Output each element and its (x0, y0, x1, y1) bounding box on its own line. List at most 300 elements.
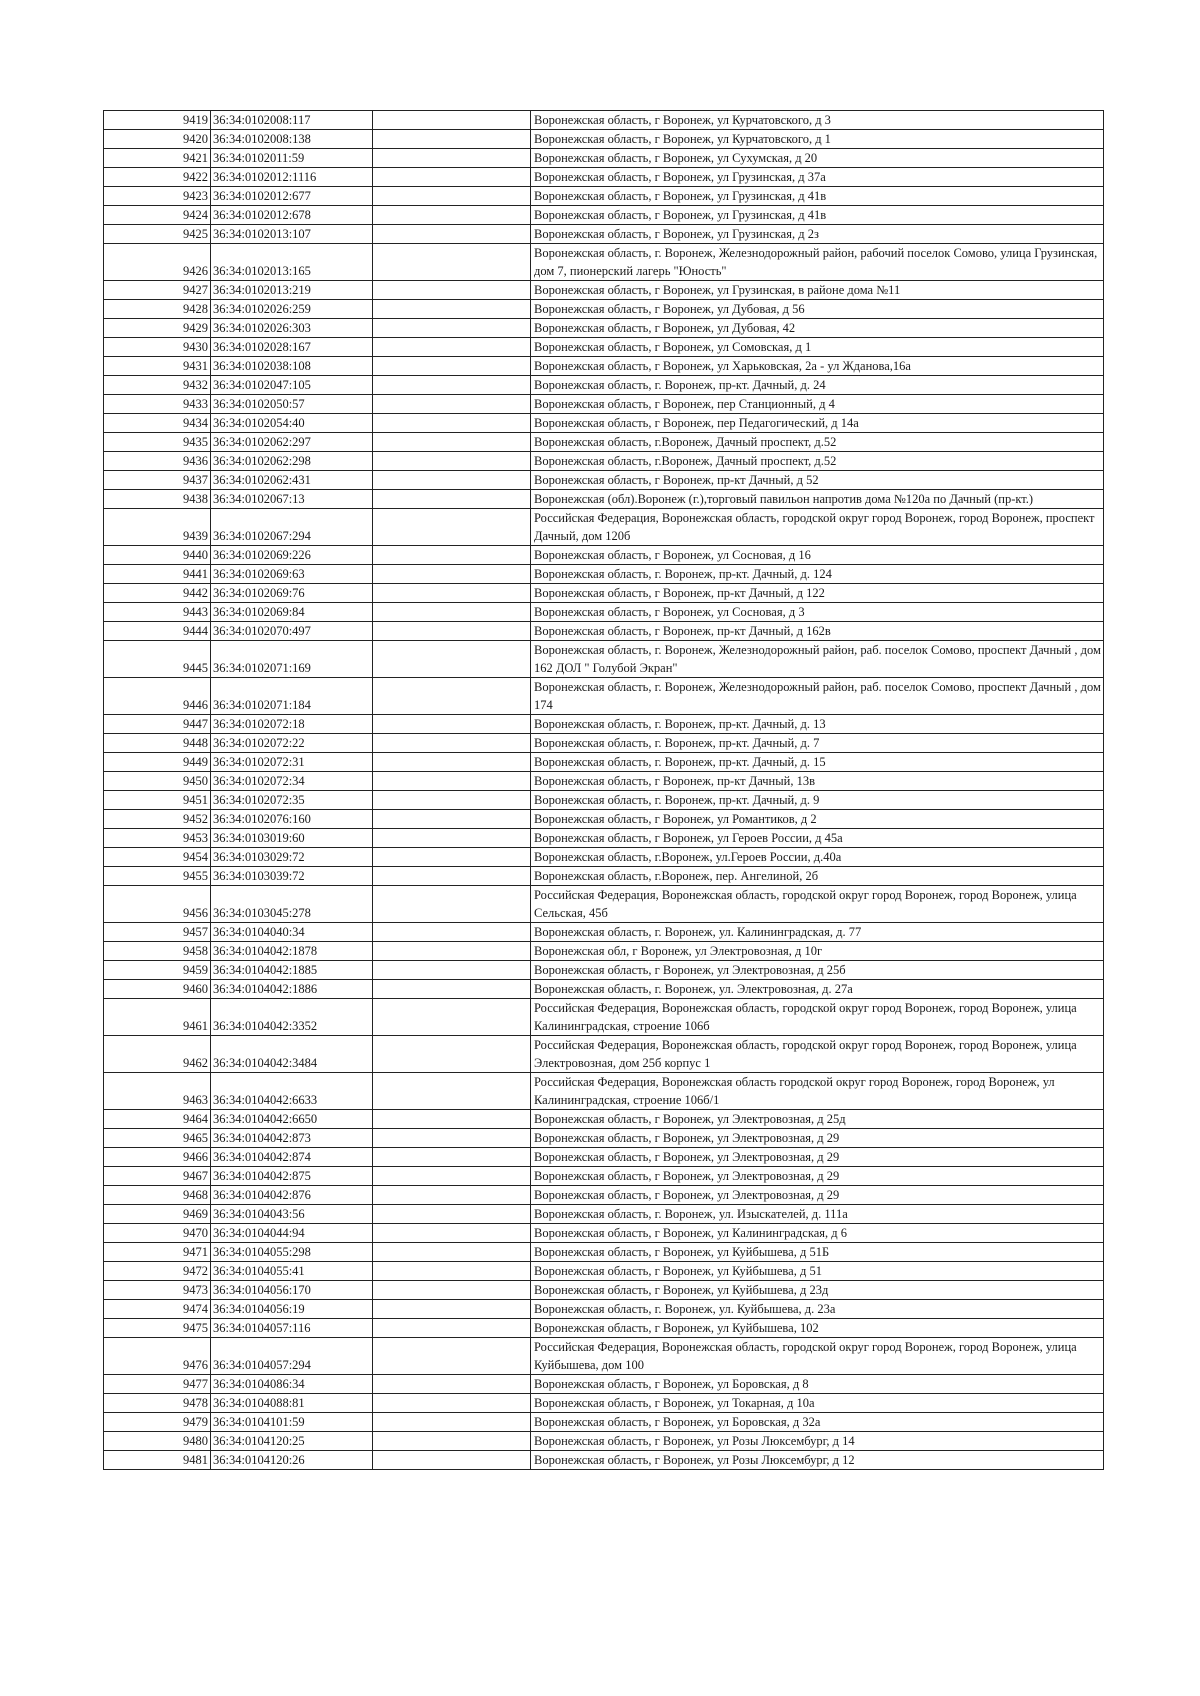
table-row (104, 1319, 1104, 1338)
cadastral-number: 36:34:0102072:18 (211, 715, 373, 734)
table-row (104, 584, 1104, 603)
row-number: 9428 (104, 300, 211, 319)
empty-cell (373, 1375, 531, 1394)
table-row (104, 886, 1104, 923)
address-cell: Воронежская область, г Воронеж, ул Куйбышева, д 51 (531, 1262, 1104, 1281)
row-number: 9436 (104, 452, 211, 471)
address-cell: Воронежская область, г.Воронеж, Дачный проспект, д.52 (531, 433, 1104, 452)
table-row (104, 433, 1104, 452)
empty-cell (373, 791, 531, 810)
address-cell: Воронежская область, г Воронеж, ул Электровозная, д 29 (531, 1167, 1104, 1186)
table-row (104, 319, 1104, 338)
row-number: 9430 (104, 338, 211, 357)
address-cell: Воронежская область, г Воронеж, ул Сухумская, д 20 (531, 149, 1104, 168)
address-cell: Воронежская область, г Воронеж, ул Куйбышева, 102 (531, 1319, 1104, 1338)
row-number: 9473 (104, 1281, 211, 1300)
cadastral-number: 36:34:0102069:226 (211, 546, 373, 565)
table-row (104, 1262, 1104, 1281)
table-row (104, 848, 1104, 867)
address-cell: Воронежская область, г. Воронеж, ул. Куйбышева, д. 23а (531, 1300, 1104, 1319)
cadastral-number: 36:34:0104042:1885 (211, 961, 373, 980)
cadastral-number: 36:34:0104120:25 (211, 1432, 373, 1451)
table-row (104, 376, 1104, 395)
cadastral-number: 36:34:0104042:876 (211, 1186, 373, 1205)
empty-cell (373, 376, 531, 395)
cadastral-number: 36:34:0102013:165 (211, 244, 373, 281)
table-row (104, 1205, 1104, 1224)
empty-cell (373, 886, 531, 923)
row-number: 9476 (104, 1338, 211, 1375)
table-row (104, 603, 1104, 622)
address-cell: Воронежская область, г Воронеж, ул Курчатовского, д 1 (531, 130, 1104, 149)
row-number: 9456 (104, 886, 211, 923)
cadastral-number: 36:34:0104044:94 (211, 1224, 373, 1243)
empty-cell (373, 452, 531, 471)
address-cell: Российская Федерация, Воронежская область городской округ город Воронеж, город Воронеж, ул Калининградская, строение 106б/1 (531, 1073, 1104, 1110)
row-number: 9419 (104, 111, 211, 130)
cadastral-number: 36:34:0102076:160 (211, 810, 373, 829)
row-number: 9442 (104, 584, 211, 603)
empty-cell (373, 1338, 531, 1375)
table-row (104, 509, 1104, 546)
row-number: 9434 (104, 414, 211, 433)
empty-cell (373, 565, 531, 584)
table-row (104, 471, 1104, 490)
row-number: 9457 (104, 923, 211, 942)
empty-cell (373, 1073, 531, 1110)
row-number: 9480 (104, 1432, 211, 1451)
table-row (104, 734, 1104, 753)
address-cell: Воронежская область, г Воронеж, пер Станционный, д 4 (531, 395, 1104, 414)
address-cell: Воронежская область, г Воронеж, ул Электровозная, д 25д (531, 1110, 1104, 1129)
table-row (104, 1243, 1104, 1262)
cadastral-number: 36:34:0104057:116 (211, 1319, 373, 1338)
table-row (104, 980, 1104, 999)
row-number: 9446 (104, 678, 211, 715)
empty-cell (373, 206, 531, 225)
row-number: 9421 (104, 149, 211, 168)
empty-cell (373, 338, 531, 357)
cadastral-number: 36:34:0102047:105 (211, 376, 373, 395)
empty-cell (373, 357, 531, 376)
address-cell: Российская Федерация, Воронежская область, городской округ город Воронеж, город Воронеж, улица Куйбышева, дом 100 (531, 1338, 1104, 1375)
table-row (104, 546, 1104, 565)
address-cell: Воронежская область, г Воронеж, ул Грузинская, д 2з (531, 225, 1104, 244)
empty-cell (373, 810, 531, 829)
cadastral-number: 36:34:0104042:873 (211, 1129, 373, 1148)
address-cell: Воронежская область, г. Воронеж, ул. Калининградская, д. 77 (531, 923, 1104, 942)
address-cell: Воронежская область, г Воронеж, ул Харьковская, 2а - ул Жданова,16а (531, 357, 1104, 376)
table-row (104, 300, 1104, 319)
cadastral-number: 36:34:0102026:259 (211, 300, 373, 319)
empty-cell (373, 980, 531, 999)
address-cell: Воронежская область, г Воронеж, ул Куйбышева, д 23д (531, 1281, 1104, 1300)
cadastral-number: 36:34:0104043:56 (211, 1205, 373, 1224)
empty-cell (373, 1451, 531, 1470)
empty-cell (373, 1129, 531, 1148)
table-row (104, 1300, 1104, 1319)
row-number: 9479 (104, 1413, 211, 1432)
table-row (104, 490, 1104, 509)
cadastral-number: 36:34:0104086:34 (211, 1375, 373, 1394)
empty-cell (373, 300, 531, 319)
cadastral-number: 36:34:0102072:22 (211, 734, 373, 753)
address-cell: Воронежская область, г Воронеж, пр-кт Дачный, д 162в (531, 622, 1104, 641)
row-number: 9462 (104, 1036, 211, 1073)
empty-cell (373, 187, 531, 206)
table-row (104, 244, 1104, 281)
table-row (104, 187, 1104, 206)
row-number: 9431 (104, 357, 211, 376)
address-cell: Российская Федерация, Воронежская область, городской округ город Воронеж, город Воронеж, улица Электровозная, дом 25б корпус 1 (531, 1036, 1104, 1073)
address-cell: Воронежская область, г Воронеж, ул Токарная, д 10а (531, 1394, 1104, 1413)
row-number: 9458 (104, 942, 211, 961)
empty-cell (373, 1319, 531, 1338)
empty-cell (373, 829, 531, 848)
cadastral-number: 36:34:0103045:278 (211, 886, 373, 923)
empty-cell (373, 603, 531, 622)
cadastral-number: 36:34:0104056:19 (211, 1300, 373, 1319)
table-row (104, 1338, 1104, 1375)
empty-cell (373, 961, 531, 980)
row-number: 9420 (104, 130, 211, 149)
cadastral-number: 36:34:0103039:72 (211, 867, 373, 886)
empty-cell (373, 414, 531, 433)
row-number: 9425 (104, 225, 211, 244)
table-row (104, 357, 1104, 376)
address-cell: Воронежская область, г Воронеж, пр-кт Дачный, д 52 (531, 471, 1104, 490)
address-cell: Воронежская область, г Воронеж, ул Сомовская, д 1 (531, 338, 1104, 357)
address-cell: Воронежская область, г Воронеж, ул Грузинская, в районе дома №11 (531, 281, 1104, 300)
cadastral-number: 36:34:0102050:57 (211, 395, 373, 414)
table-row (104, 1224, 1104, 1243)
cadastral-number: 36:34:0102008:138 (211, 130, 373, 149)
empty-cell (373, 942, 531, 961)
table-body (104, 111, 1104, 1470)
row-number: 9472 (104, 1262, 211, 1281)
address-cell: Воронежская область, г Воронеж, ул Калининградская, д 6 (531, 1224, 1104, 1243)
empty-cell (373, 1243, 531, 1262)
address-cell: Воронежская область, г. Воронеж, Железнодорожный район, раб. поселок Сомово, проспект Дачный , дом 162 ДОЛ " Голубой Экран" (531, 641, 1104, 678)
table-row (104, 168, 1104, 187)
table-row (104, 622, 1104, 641)
address-cell: Воронежская область, г Воронеж, ул Розы Люксембург, д 12 (531, 1451, 1104, 1470)
row-number: 9469 (104, 1205, 211, 1224)
table-row (104, 452, 1104, 471)
address-cell: Воронежская область, г Воронеж, ул Курчатовского, д 3 (531, 111, 1104, 130)
table-row (104, 715, 1104, 734)
cadastral-number: 36:34:0104042:1878 (211, 942, 373, 961)
empty-cell (373, 772, 531, 791)
cadastral-number: 36:34:0102013:107 (211, 225, 373, 244)
table-row (104, 999, 1104, 1036)
table-row (104, 867, 1104, 886)
table-row (104, 1073, 1104, 1110)
empty-cell (373, 867, 531, 886)
empty-cell (373, 168, 531, 187)
cadastral-number: 36:34:0102072:34 (211, 772, 373, 791)
cadastral-number: 36:34:0104055:41 (211, 1262, 373, 1281)
address-cell: Воронежская область, г. Воронеж, пр-кт. Дачный, д. 9 (531, 791, 1104, 810)
address-cell: Воронежская область, г Воронеж, пр-кт Дачный, д 122 (531, 584, 1104, 603)
cadastral-number: 36:34:0102026:303 (211, 319, 373, 338)
table-row (104, 772, 1104, 791)
cadastral-number: 36:34:0104042:874 (211, 1148, 373, 1167)
cadastral-number: 36:34:0102072:31 (211, 753, 373, 772)
empty-cell (373, 471, 531, 490)
address-cell: Воронежская область, г Воронеж, ул Сосновая, д 3 (531, 603, 1104, 622)
address-cell: Воронежская обл, г Воронеж, ул Электровозная, д 10г (531, 942, 1104, 961)
cadastral-number: 36:34:0104056:170 (211, 1281, 373, 1300)
empty-cell (373, 546, 531, 565)
cadastral-number: 36:34:0102038:108 (211, 357, 373, 376)
row-number: 9466 (104, 1148, 211, 1167)
cadastral-number: 36:34:0104042:1886 (211, 980, 373, 999)
row-number: 9454 (104, 848, 211, 867)
row-number: 9438 (104, 490, 211, 509)
cadastral-number: 36:34:0102011:59 (211, 149, 373, 168)
empty-cell (373, 395, 531, 414)
cadastral-number: 36:34:0103019:60 (211, 829, 373, 848)
empty-cell (373, 490, 531, 509)
empty-cell (373, 1432, 531, 1451)
address-cell: Воронежская область, г Воронеж, ул Электровозная, д 29 (531, 1148, 1104, 1167)
row-number: 9453 (104, 829, 211, 848)
row-number: 9426 (104, 244, 211, 281)
row-number: 9443 (104, 603, 211, 622)
empty-cell (373, 715, 531, 734)
address-cell: Воронежская область, г. Воронеж, ул. Изыскателей, д. 111а (531, 1205, 1104, 1224)
row-number: 9449 (104, 753, 211, 772)
table-row (104, 810, 1104, 829)
empty-cell (373, 130, 531, 149)
cadastral-number: 36:34:0104042:6650 (211, 1110, 373, 1129)
empty-cell (373, 433, 531, 452)
address-cell: Воронежская область, г Воронеж, ул Сосновая, д 16 (531, 546, 1104, 565)
table-row (104, 678, 1104, 715)
cadastral-number: 36:34:0102012:678 (211, 206, 373, 225)
address-cell: Воронежская область, г Воронеж, ул Электровозная, д 29 (531, 1129, 1104, 1148)
address-cell: Воронежская область, г Воронеж, пер Педагогический, д 14а (531, 414, 1104, 433)
row-number: 9474 (104, 1300, 211, 1319)
empty-cell (373, 999, 531, 1036)
cadastral-number: 36:34:0104120:26 (211, 1451, 373, 1470)
cadastral-number: 36:34:0104042:6633 (211, 1073, 373, 1110)
cadastral-number: 36:34:0104042:3352 (211, 999, 373, 1036)
address-cell: Воронежская область, г. Воронеж, ул. Электровозная, д. 27а (531, 980, 1104, 999)
address-cell: Воронежская область, г Воронеж, ул Романтиков, д 2 (531, 810, 1104, 829)
cadastral-number: 36:34:0104057:294 (211, 1338, 373, 1375)
row-number: 9460 (104, 980, 211, 999)
address-cell: Воронежская область, г.Воронеж, пер. Ангелиной, 2б (531, 867, 1104, 886)
row-number: 9440 (104, 546, 211, 565)
address-cell: Воронежская область, г Воронеж, пр-кт Дачный, 13в (531, 772, 1104, 791)
address-cell: Воронежская область, г Воронеж, ул Электровозная, д 25б (531, 961, 1104, 980)
table-row (104, 1110, 1104, 1129)
table-row (104, 829, 1104, 848)
empty-cell (373, 1300, 531, 1319)
table-row (104, 641, 1104, 678)
table-row (104, 753, 1104, 772)
table-row (104, 414, 1104, 433)
address-cell: Воронежская область, г. Воронеж, Железнодорожный район, рабочий поселок Сомово, улица Грузинская, дом 7, пионерский лагерь "Юность" (531, 244, 1104, 281)
cadastral-number: 36:34:0102062:298 (211, 452, 373, 471)
table-row (104, 1413, 1104, 1432)
row-number: 9422 (104, 168, 211, 187)
row-number: 9445 (104, 641, 211, 678)
empty-cell (373, 1224, 531, 1243)
table-row (104, 206, 1104, 225)
address-cell: Воронежская область, г Воронеж, ул Грузинская, д 41в (531, 206, 1104, 225)
empty-cell (373, 584, 531, 603)
row-number: 9450 (104, 772, 211, 791)
row-number: 9470 (104, 1224, 211, 1243)
cadastral-number: 36:34:0102012:1116 (211, 168, 373, 187)
address-cell: Воронежская область, г Воронеж, ул Дубовая, д 56 (531, 300, 1104, 319)
empty-cell (373, 1413, 531, 1432)
cadastral-number: 36:34:0102069:84 (211, 603, 373, 622)
empty-cell (373, 1167, 531, 1186)
empty-cell (373, 1110, 531, 1129)
row-number: 9471 (104, 1243, 211, 1262)
address-cell: Воронежская область, г. Воронеж, пр-кт. Дачный, д. 124 (531, 565, 1104, 584)
table-row (104, 395, 1104, 414)
row-number: 9427 (104, 281, 211, 300)
empty-cell (373, 1394, 531, 1413)
address-cell: Воронежская область, г Воронеж, ул Боровская, д 8 (531, 1375, 1104, 1394)
address-cell: Воронежская область, г. Воронеж, пр-кт. Дачный, д. 24 (531, 376, 1104, 395)
address-cell: Воронежская область, г. Воронеж, пр-кт. Дачный, д. 15 (531, 753, 1104, 772)
table-row (104, 1129, 1104, 1148)
address-cell: Воронежская область, г Воронеж, ул Грузинская, д 37а (531, 168, 1104, 187)
address-cell: Воронежская область, г Воронеж, ул Героев России, д 45а (531, 829, 1104, 848)
table-row (104, 1167, 1104, 1186)
row-number: 9432 (104, 376, 211, 395)
table-row (104, 130, 1104, 149)
address-cell: Воронежская область, г Воронеж, ул Грузинская, д 41в (531, 187, 1104, 206)
table-row (104, 225, 1104, 244)
address-cell: Воронежская область, г Воронеж, ул Боровская, д 32а (531, 1413, 1104, 1432)
row-number: 9423 (104, 187, 211, 206)
row-number: 9478 (104, 1394, 211, 1413)
row-number: 9481 (104, 1451, 211, 1470)
address-cell: Воронежская область, г.Воронеж, ул.Героев России, д.40а (531, 848, 1104, 867)
row-number: 9461 (104, 999, 211, 1036)
row-number: 9463 (104, 1073, 211, 1110)
table-row (104, 1036, 1104, 1073)
row-number: 9459 (104, 961, 211, 980)
table-row (104, 1186, 1104, 1205)
empty-cell (373, 923, 531, 942)
row-number: 9451 (104, 791, 211, 810)
empty-cell (373, 149, 531, 168)
empty-cell (373, 734, 531, 753)
row-number: 9468 (104, 1186, 211, 1205)
row-number: 9439 (104, 509, 211, 546)
empty-cell (373, 509, 531, 546)
empty-cell (373, 678, 531, 715)
address-cell: Воронежская (обл).Воронеж (г.),торговый павильон напротив дома №120а по Дачный (пр-кт.) (531, 490, 1104, 509)
table-row (104, 1148, 1104, 1167)
row-number: 9452 (104, 810, 211, 829)
cadastral-number: 36:34:0102070:497 (211, 622, 373, 641)
empty-cell (373, 111, 531, 130)
cadastral-number: 36:34:0102062:431 (211, 471, 373, 490)
address-cell: Воронежская область, г. Воронеж, пр-кт. Дачный, д. 7 (531, 734, 1104, 753)
row-number: 9441 (104, 565, 211, 584)
cadastral-number: 36:34:0102071:184 (211, 678, 373, 715)
cadastral-number: 36:34:0102071:169 (211, 641, 373, 678)
row-number: 9475 (104, 1319, 211, 1338)
empty-cell (373, 1262, 531, 1281)
empty-cell (373, 225, 531, 244)
row-number: 9467 (104, 1167, 211, 1186)
cadastral-number: 36:34:0102069:76 (211, 584, 373, 603)
address-cell: Воронежская область, г.Воронеж, Дачный проспект, д.52 (531, 452, 1104, 471)
cadastral-number: 36:34:0102069:63 (211, 565, 373, 584)
row-number: 9437 (104, 471, 211, 490)
row-number: 9444 (104, 622, 211, 641)
address-cell: Воронежская область, г. Воронеж, пр-кт. Дачный, д. 13 (531, 715, 1104, 734)
cadastral-number: 36:34:0102008:117 (211, 111, 373, 130)
address-cell: Российская Федерация, Воронежская область, городской округ город Воронеж, город Воронеж, улица Калининградская, строение 106б (531, 999, 1104, 1036)
cadastral-number: 36:34:0102062:297 (211, 433, 373, 452)
cadastral-number: 36:34:0102067:13 (211, 490, 373, 509)
table-row (104, 338, 1104, 357)
table-row (104, 942, 1104, 961)
empty-cell (373, 1186, 531, 1205)
cadastral-number: 36:34:0102028:167 (211, 338, 373, 357)
row-number: 9455 (104, 867, 211, 886)
table-row (104, 281, 1104, 300)
row-number: 9477 (104, 1375, 211, 1394)
row-number: 9465 (104, 1129, 211, 1148)
empty-cell (373, 244, 531, 281)
address-cell: Воронежская область, г Воронеж, ул Электровозная, д 29 (531, 1186, 1104, 1205)
table-row (104, 923, 1104, 942)
address-cell: Воронежская область, г Воронеж, ул Куйбышева, д 51Б (531, 1243, 1104, 1262)
address-cell: Российская Федерация, Воронежская область, городской округ город Воронеж, город Воронеж, проспект Дачный, дом 120б (531, 509, 1104, 546)
table-row (104, 791, 1104, 810)
empty-cell (373, 319, 531, 338)
empty-cell (373, 281, 531, 300)
row-number: 9433 (104, 395, 211, 414)
cadastral-table (103, 110, 1104, 1470)
row-number: 9448 (104, 734, 211, 753)
cadastral-number: 36:34:0102072:35 (211, 791, 373, 810)
empty-cell (373, 848, 531, 867)
empty-cell (373, 1281, 531, 1300)
table-row (104, 1451, 1104, 1470)
address-cell: Воронежская область, г. Воронеж, Железнодорожный район, раб. поселок Сомово, проспект Дачный , дом 174 (531, 678, 1104, 715)
table-row (104, 111, 1104, 130)
cadastral-number: 36:34:0102054:40 (211, 414, 373, 433)
cadastral-number: 36:34:0104042:3484 (211, 1036, 373, 1073)
address-cell: Российская Федерация, Воронежская область, городской округ город Воронеж, город Воронеж, улица Сельская, 45б (531, 886, 1104, 923)
empty-cell (373, 1205, 531, 1224)
cadastral-number: 36:34:0104055:298 (211, 1243, 373, 1262)
cadastral-number: 36:34:0102067:294 (211, 509, 373, 546)
cadastral-number: 36:34:0104040:34 (211, 923, 373, 942)
row-number: 9435 (104, 433, 211, 452)
cadastral-number: 36:34:0103029:72 (211, 848, 373, 867)
table-row (104, 565, 1104, 584)
table-row (104, 149, 1104, 168)
table-row (104, 1375, 1104, 1394)
empty-cell (373, 641, 531, 678)
row-number: 9464 (104, 1110, 211, 1129)
row-number: 9447 (104, 715, 211, 734)
